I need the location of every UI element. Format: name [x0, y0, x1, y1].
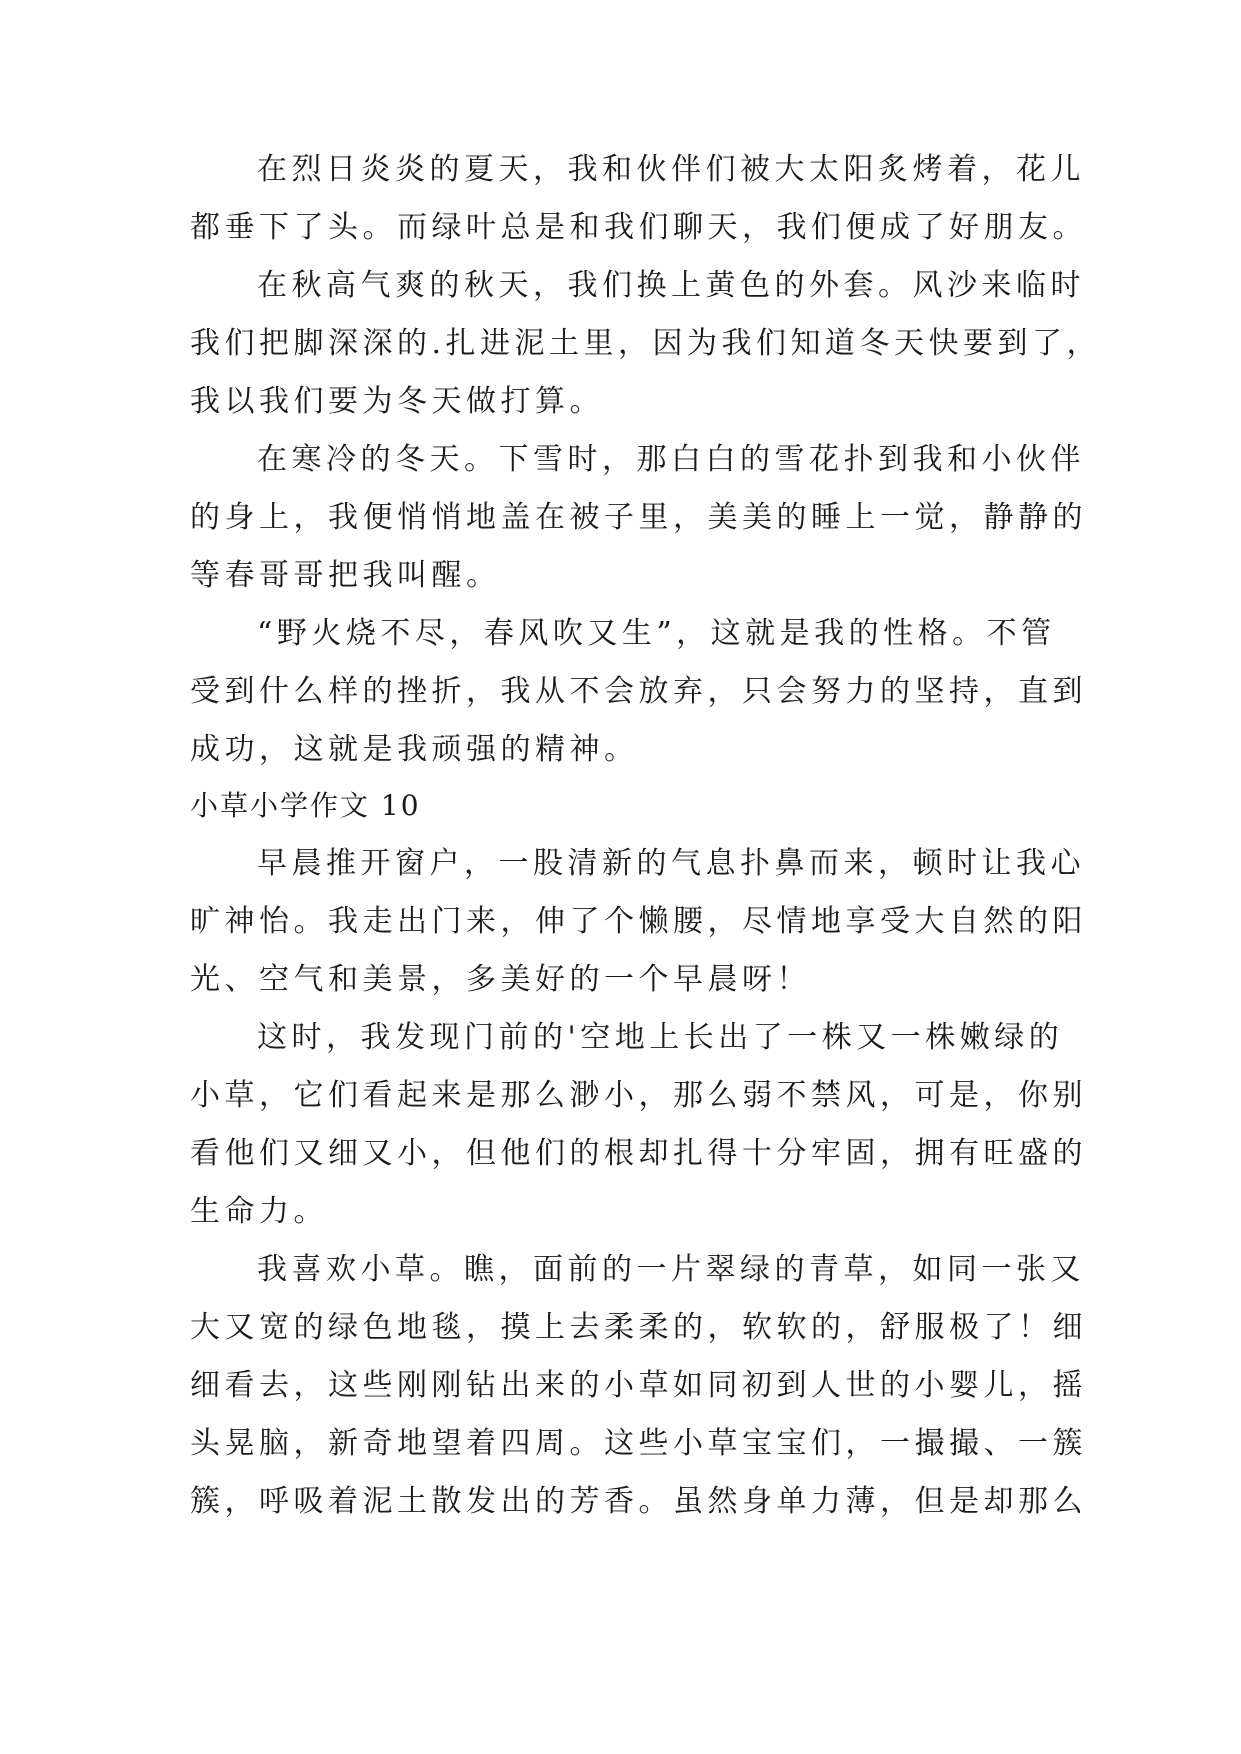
- paragraph-line: “野火烧不尽，春风吹又生”，这就是我的性格。不管: [257, 616, 1056, 651]
- paragraph-line: 头晃脑，新奇地望着四周。这些小草宝宝们，一撮撮、一簇: [190, 1426, 1087, 1461]
- paragraph-line: 等春哥哥把我叫醒。: [190, 558, 501, 593]
- paragraph-line: 看他们又细又小，但他们的根却扎得十分牢固，拥有旺盛的: [190, 1136, 1087, 1171]
- paragraph-line: 簇，呼吸着泥土散发出的芳香。虽然身单力薄，但是却那么: [190, 1484, 1087, 1519]
- paragraph-line: 这时，我发现门前的'空地上长出了一株又一株嫩绿的: [257, 1020, 1064, 1055]
- paragraph-line: 我们把脚深深的.扎进泥土里，因为我们知道冬天快要到了，: [190, 326, 1102, 361]
- paragraph-line: 光、空气和美景，多美好的一个早晨呀！: [190, 962, 811, 997]
- paragraph-line: 小草，它们看起来是那么渺小，那么弱不禁风，可是，你别: [190, 1078, 1087, 1113]
- paragraph-line: 在烈日炎炎的夏天，我和伙伴们被大太阳炙烤着，花儿: [257, 152, 1085, 187]
- paragraph-line: 都垂下了头。而绿叶总是和我们聊天，我们便成了好朋友。: [190, 210, 1087, 245]
- paragraph-line: 受到什么样的挫折，我从不会放弃，只会努力的坚持，直到: [190, 674, 1087, 709]
- paragraph-line: 早晨推开窗户，一股清新的气息扑鼻而来，顿时让我心: [257, 846, 1085, 881]
- paragraph-line: 生命力。: [190, 1194, 328, 1229]
- paragraph-line: 成功，这就是我顽强的精神。: [190, 732, 639, 767]
- section-heading: 小草小学作文 10: [190, 789, 421, 822]
- paragraph-line: 我喜欢小草。瞧，面前的一片翠绿的青草，如同一张又: [257, 1252, 1085, 1287]
- paragraph-line: 在寒冷的冬天。下雪时，那白白的雪花扑到我和小伙伴: [257, 442, 1085, 477]
- paragraph-line: 在秋高气爽的秋天，我们换上黄色的外套。风沙来临时: [257, 268, 1085, 303]
- paragraph-line: 大又宽的绿色地毯，摸上去柔柔的，软软的，舒服极了！细: [190, 1310, 1087, 1345]
- paragraph-line: 我以我们要为冬天做打算。: [190, 384, 604, 419]
- paragraph-line: 细看去，这些刚刚钻出来的小草如同初到人世的小婴儿，摇: [190, 1368, 1087, 1403]
- paragraph-line: 的身上，我便悄悄地盖在被子里，美美的睡上一觉，静静的: [190, 500, 1087, 535]
- paragraph-line: 旷神怡。我走出门来，伸了个懒腰，尽情地享受大自然的阳: [190, 904, 1087, 939]
